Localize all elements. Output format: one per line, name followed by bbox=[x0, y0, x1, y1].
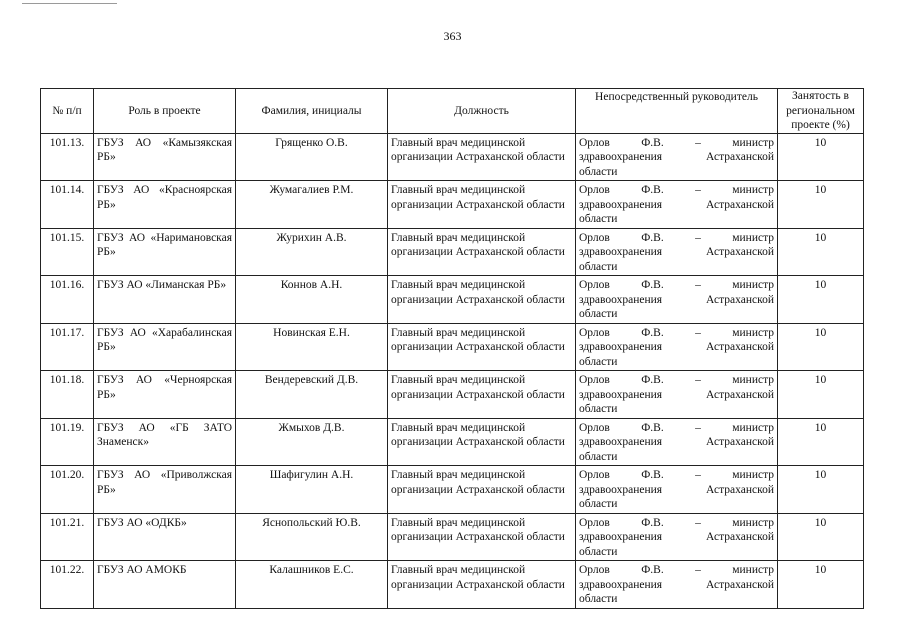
cell-num: 101.17. bbox=[41, 323, 94, 371]
table-row bbox=[41, 228, 864, 276]
table-row bbox=[41, 323, 864, 371]
table-row bbox=[41, 513, 864, 561]
cell-name: Шафигулин А.Н. bbox=[236, 466, 388, 514]
cell-num: 101.18. bbox=[41, 371, 94, 419]
cell-name: Новинская Е.Н. bbox=[236, 323, 388, 371]
table-row bbox=[41, 371, 864, 419]
cell-num: 101.20. bbox=[41, 466, 94, 514]
table-row bbox=[41, 133, 864, 181]
cell-share: 10 bbox=[778, 513, 864, 561]
cell-name: Калашников Е.С. bbox=[236, 561, 388, 609]
cell-position: Главный врач медицинской организации Астраханской области bbox=[388, 133, 576, 181]
cell-share: 10 bbox=[778, 323, 864, 371]
cell-role: ГБУЗ АО «Черноярская РБ» bbox=[94, 371, 236, 419]
cell-head: Орлов Ф.В. – министр здравоохранения Астраханской области bbox=[576, 513, 778, 561]
cell-head: Орлов Ф.В. – министр здравоохранения Астраханской области bbox=[576, 418, 778, 466]
cell-role: ГБУЗ АО «ГБ ЗАТО Знаменск» bbox=[94, 418, 236, 466]
cell-head: Орлов Ф.В. – министр здравоохранения Астраханской области bbox=[576, 228, 778, 276]
table-row bbox=[41, 561, 864, 609]
cell-head: Орлов Ф.В. – министр здравоохранения Астраханской области bbox=[576, 276, 778, 324]
table-row bbox=[41, 418, 864, 466]
cell-position: Главный врач медицинской организации Астраханской области bbox=[388, 561, 576, 609]
cell-num: 101.21. bbox=[41, 513, 94, 561]
cell-name: Коннов А.Н. bbox=[236, 276, 388, 324]
scan-artifact-line bbox=[22, 3, 117, 4]
cell-num: 101.14. bbox=[41, 181, 94, 229]
cell-num: 101.13. bbox=[41, 133, 94, 181]
cell-share: 10 bbox=[778, 276, 864, 324]
header-position: Должность bbox=[388, 89, 576, 134]
table-row bbox=[41, 276, 864, 324]
table-row bbox=[41, 466, 864, 514]
cell-role: ГБУЗ АО «ОДКБ» bbox=[94, 513, 236, 561]
table-header-row bbox=[41, 89, 864, 134]
cell-position: Главный врач медицинской организации Астраханской области bbox=[388, 466, 576, 514]
cell-num: 101.16. bbox=[41, 276, 94, 324]
cell-role: ГБУЗ АО «Наримановская РБ» bbox=[94, 228, 236, 276]
cell-share: 10 bbox=[778, 561, 864, 609]
cell-role: ГБУЗ АО АМОКБ bbox=[94, 561, 236, 609]
header-role: Роль в проекте bbox=[94, 89, 236, 134]
cell-head: Орлов Ф.В. – министр здравоохранения Астраханской области bbox=[576, 133, 778, 181]
staff-table bbox=[40, 88, 864, 609]
cell-num: 101.19. bbox=[41, 418, 94, 466]
cell-head: Орлов Ф.В. – министр здравоохранения Астраханской области bbox=[576, 561, 778, 609]
cell-role: ГБУЗ АО «Красноярская РБ» bbox=[94, 181, 236, 229]
cell-head: Орлов Ф.В. – министр здравоохранения Астраханской области bbox=[576, 371, 778, 419]
cell-role: ГБУЗ АО «Лиманская РБ» bbox=[94, 276, 236, 324]
cell-position: Главный врач медицинской организации Астраханской области bbox=[388, 181, 576, 229]
cell-head: Орлов Ф.В. – министр здравоохранения Астраханской области bbox=[576, 466, 778, 514]
cell-num: 101.15. bbox=[41, 228, 94, 276]
cell-position: Главный врач медицинской организации Астраханской области bbox=[388, 228, 576, 276]
cell-role: ГБУЗ АО «Приволжская РБ» bbox=[94, 466, 236, 514]
page-number: 363 bbox=[443, 29, 462, 43]
cell-share: 10 bbox=[778, 466, 864, 514]
cell-role: ГБУЗ АО «Камызякская РБ» bbox=[94, 133, 236, 181]
cell-position: Главный врач медицинской организации Астраханской области bbox=[388, 371, 576, 419]
cell-name: Жумагалиев Р.М. bbox=[236, 181, 388, 229]
header-name: Фамилия, инициалы bbox=[236, 89, 388, 134]
cell-head: Орлов Ф.В. – министр здравоохранения Астраханской области bbox=[576, 181, 778, 229]
cell-num: 101.22. bbox=[41, 561, 94, 609]
cell-name: Яснопольский Ю.В. bbox=[236, 513, 388, 561]
cell-share: 10 bbox=[778, 371, 864, 419]
cell-head: Орлов Ф.В. – министр здравоохранения Астраханской области bbox=[576, 323, 778, 371]
header-head: Непосредственный руководитель bbox=[576, 89, 778, 134]
cell-position: Главный врач медицинской организации Астраханской области bbox=[388, 418, 576, 466]
cell-share: 10 bbox=[778, 228, 864, 276]
cell-position: Главный врач медицинской организации Астраханской области bbox=[388, 323, 576, 371]
cell-share: 10 bbox=[778, 181, 864, 229]
cell-position: Главный врач медицинской организации Астраханской области bbox=[388, 513, 576, 561]
cell-name: Жмыхов Д.В. bbox=[236, 418, 388, 466]
header-num: № п/п bbox=[41, 89, 94, 134]
cell-share: 10 bbox=[778, 418, 864, 466]
cell-name: Журихин А.В. bbox=[236, 228, 388, 276]
cell-name: Вендеревский Д.В. bbox=[236, 371, 388, 419]
cell-share: 10 bbox=[778, 133, 864, 181]
cell-role: ГБУЗ АО «Харабалинская РБ» bbox=[94, 323, 236, 371]
cell-name: Грященко О.В. bbox=[236, 133, 388, 181]
table-row bbox=[41, 181, 864, 229]
header-share: Занятость в региональном проекте (%) bbox=[778, 89, 864, 134]
cell-position: Главный врач медицинской организации Астраханской области bbox=[388, 276, 576, 324]
